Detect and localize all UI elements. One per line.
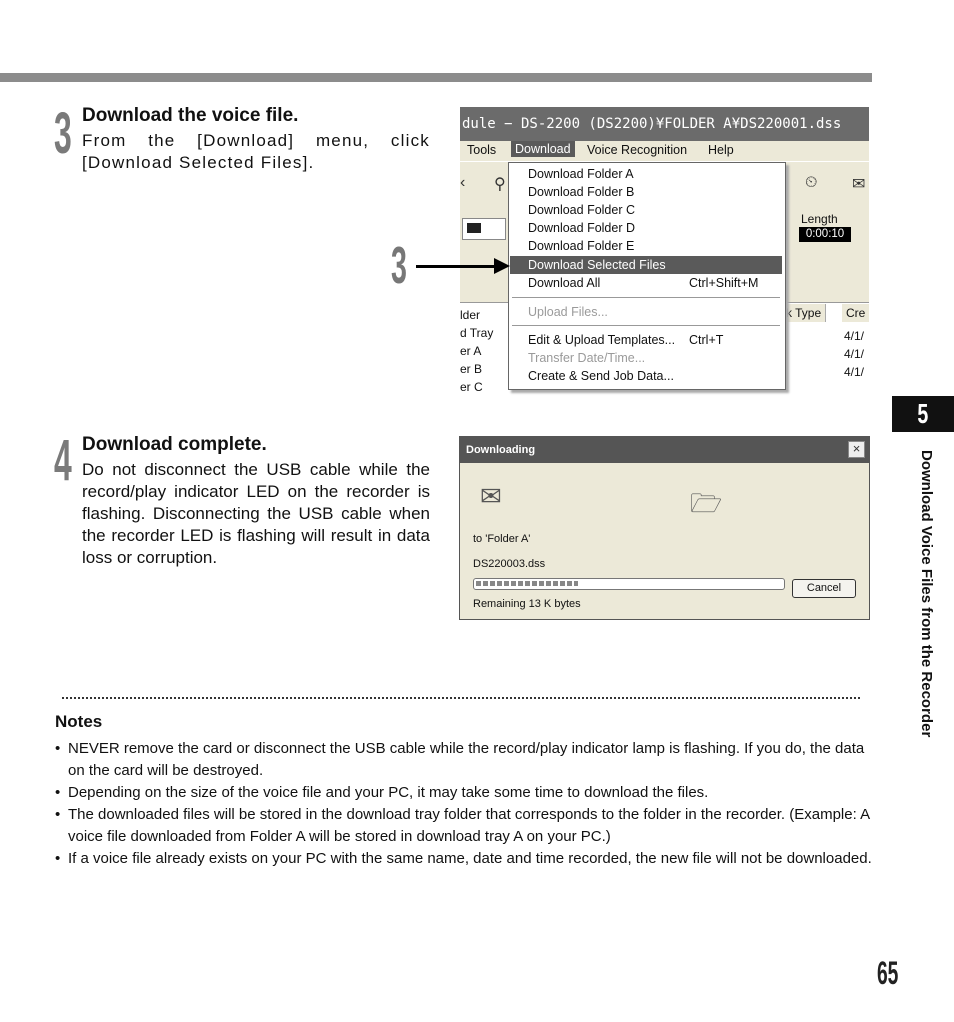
flying-file-icon: ✉ <box>480 481 502 511</box>
header-rule <box>0 73 872 82</box>
menu-item-download-folder-c[interactable]: Download Folder C <box>528 203 635 217</box>
menu-separator <box>512 297 780 298</box>
step-4-title: Download complete. <box>82 434 267 455</box>
callout-arrow-icon <box>494 258 510 274</box>
stop-button[interactable] <box>462 218 506 240</box>
column-header-created[interactable]: Cre <box>842 304 869 322</box>
menu-help[interactable]: Help <box>708 143 734 157</box>
menu-bar <box>460 141 869 161</box>
remaining-text: Remaining 13 K bytes <box>473 598 581 610</box>
page-number: 65 <box>877 955 899 991</box>
callout-arrow-line <box>416 265 496 268</box>
date-cell: 4/1/ <box>844 347 865 361</box>
menu-download[interactable]: Download <box>511 141 575 157</box>
dialog-title: Downloading <box>460 437 869 463</box>
date-cell: 4/1/ <box>844 365 865 379</box>
chapter-title: Download Voice Files from the Recorder <box>918 450 935 738</box>
chapter-tab <box>892 396 954 432</box>
menu-item-download-folder-d[interactable]: Download Folder D <box>528 221 635 235</box>
cancel-button[interactable]: Cancel <box>792 579 856 598</box>
notes-list <box>55 738 875 870</box>
list-item[interactable]: er B <box>460 362 483 376</box>
list-item[interactable]: er A <box>460 344 482 358</box>
menu-separator <box>512 325 780 326</box>
note-item: • Depending on the size of the voice file and your PC, it may take some time to download the files. <box>55 782 875 804</box>
menu-item-download-all[interactable]: Download All Ctrl+Shift+M <box>528 276 759 290</box>
note-item: • If a voice file already exists on your PC with the same name, date and time recorded, the new file will not be downloaded. <box>55 848 875 870</box>
step-3-title: Download the voice file. <box>82 105 299 126</box>
shortcut-label: Ctrl+Shift+M <box>689 276 759 290</box>
file-name-text: DS220003.dss <box>473 558 546 570</box>
note-item: • The downloaded files will be stored in the download tray folder that corresponds to the folder in the recorder. (Example: A voice file downloaded from Folder A will be stored in download tray A on your PC.) <box>55 804 875 848</box>
menu-tools[interactable]: Tools <box>467 143 497 157</box>
menu-voice-recognition[interactable]: Voice Recognition <box>587 143 688 157</box>
step-3-number: 3 <box>54 101 72 166</box>
downloading-dialog <box>459 436 870 620</box>
menu-item-download-folder-b[interactable]: Download Folder B <box>528 185 635 199</box>
close-icon[interactable]: × <box>848 441 865 458</box>
note-item: • NEVER remove the card or disconnect the USB cable while the record/play indicator lamp is flashing. If you do, the data on the card will be destroyed. <box>55 738 875 782</box>
menu-item-download-selected-files[interactable]: Download Selected Files <box>510 256 782 274</box>
shortcut-label: Ctrl+T <box>689 333 724 347</box>
mail-icon[interactable]: ✉ <box>852 176 866 193</box>
toolbar-arrow-icon[interactable]: ‹ <box>460 174 466 191</box>
menu-item-download-folder-a[interactable]: Download Folder A <box>528 167 634 181</box>
step-4-body: Do not disconnect the USB cable while the record/play indicator LED on the recorder is flashing. Disconnecting the USB cable when the recorder LED is flashing will result in data loss or corruption. <box>82 460 430 567</box>
window-title: dule − DS-2200 (DS2200)¥FOLDER A¥DS220001.dss <box>460 107 869 141</box>
download-progress-bar <box>473 578 785 590</box>
destination-text: to 'Folder A' <box>473 533 531 545</box>
progress-fill <box>476 581 578 586</box>
length-value: 0:00:10 <box>799 227 851 242</box>
date-cell: 4/1/ <box>844 329 865 343</box>
list-item[interactable]: lder <box>460 308 481 322</box>
menu-item-edit-upload-templates[interactable]: Edit & Upload Templates... Ctrl+T <box>528 333 724 347</box>
notes-heading: Notes <box>55 712 103 731</box>
column-header-type[interactable]: k Type <box>782 304 826 322</box>
menu-item-create-send-job-data[interactable]: Create & Send Job Data... <box>528 369 674 383</box>
step-4-number: 4 <box>54 428 72 493</box>
step-3-body: From the [Download] menu, click [Download Selected Files]. <box>82 131 430 172</box>
list-item[interactable]: er C <box>460 380 483 393</box>
menu-item-transfer-date-time: Transfer Date/Time... <box>528 351 646 365</box>
menu-item-upload-files: Upload Files... <box>528 305 608 319</box>
list-item[interactable]: d Tray <box>460 326 494 340</box>
timer-icon[interactable]: ⏲ <box>805 174 818 191</box>
toolbar-record-icon[interactable]: ⚲ <box>494 176 506 193</box>
notes-divider <box>62 697 860 699</box>
callout-number: 3 <box>391 237 407 295</box>
chapter-number: 5 <box>917 398 929 429</box>
download-dropdown <box>508 162 786 390</box>
folder-icon: 🗁 <box>690 488 723 518</box>
length-label: Length <box>801 212 838 226</box>
menu-item-download-folder-e[interactable]: Download Folder E <box>528 239 635 253</box>
